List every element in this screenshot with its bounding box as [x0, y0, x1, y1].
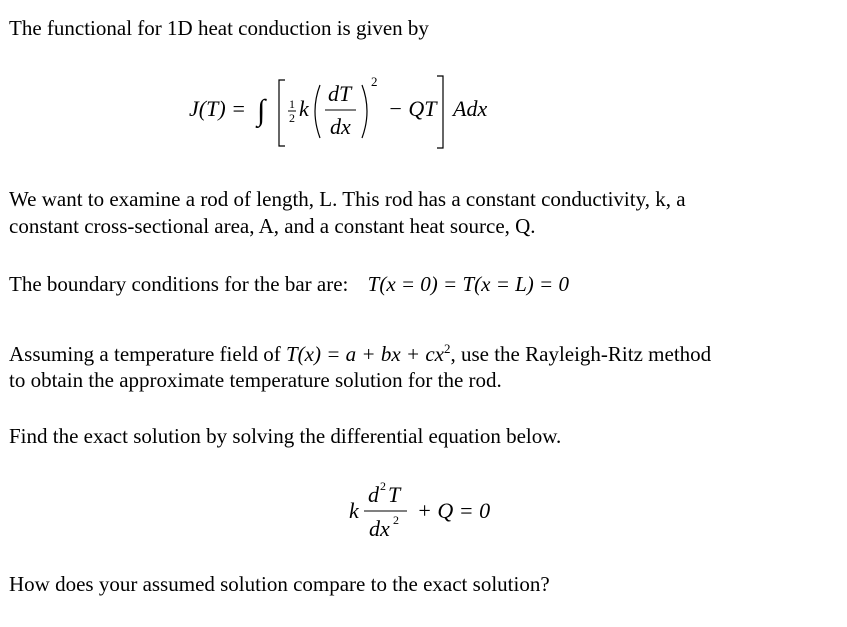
- assumed-field-line2: to obtain the approximate temperature solution for the rod.: [9, 368, 502, 392]
- bc-equation: T(x = 0) = T(x = L) = 0: [367, 272, 569, 296]
- ode-den-power: 2: [393, 513, 399, 527]
- left-bracket: [279, 80, 285, 146]
- ode-den: dx: [369, 516, 390, 541]
- right-paren: [362, 85, 367, 138]
- ode-num-T: T: [388, 482, 401, 507]
- power-two: 2: [371, 74, 378, 89]
- half-denominator: 2: [289, 111, 295, 125]
- assumed-field-line1: [9, 335, 711, 368]
- half-numerator: 1: [289, 97, 295, 111]
- assume-suffix: , use the Rayleigh-Ritz method: [450, 342, 712, 366]
- left-paren: [315, 85, 320, 138]
- integral-sign: ∫: [257, 94, 266, 127]
- ode-num-d: d: [368, 482, 379, 507]
- rod-description-line1: We want to examine a rod of length, L. This rod has a constant conductivity, k, a: [9, 187, 686, 211]
- ode-rest: + Q = 0: [417, 498, 491, 523]
- derivative-numerator: dT: [328, 81, 352, 106]
- assume-equation: T(x) = a + bx + cx: [286, 342, 444, 366]
- comparison-question: How does your assumed solution compare to the exact solution?: [9, 572, 550, 596]
- area-dx: Adx: [453, 96, 488, 121]
- k-symbol: k: [299, 96, 309, 121]
- intro-text: The functional for 1D heat conduction is given by: [9, 16, 429, 40]
- derivative-denominator: dx: [330, 114, 351, 139]
- ode-k: k: [349, 498, 359, 523]
- functional-lhs: J(T) =: [189, 96, 246, 121]
- functional-equation: [185, 68, 515, 158]
- assume-prefix: Assuming a temperature field of: [9, 342, 281, 366]
- right-bracket: [437, 76, 443, 148]
- ode-equation: [345, 478, 515, 548]
- minus-QT: − QT: [388, 96, 437, 121]
- exact-solution-text: Find the exact solution by solving the differential equation below.: [9, 424, 562, 448]
- assume-power: 2: [443, 341, 451, 356]
- rod-description-line2: constant cross-sectional area, A, and a constant heat source, Q.: [9, 214, 536, 238]
- ode-num-power: 2: [380, 479, 386, 493]
- boundary-conditions: [9, 270, 569, 298]
- bc-text: The boundary conditions for the bar are:: [9, 272, 349, 296]
